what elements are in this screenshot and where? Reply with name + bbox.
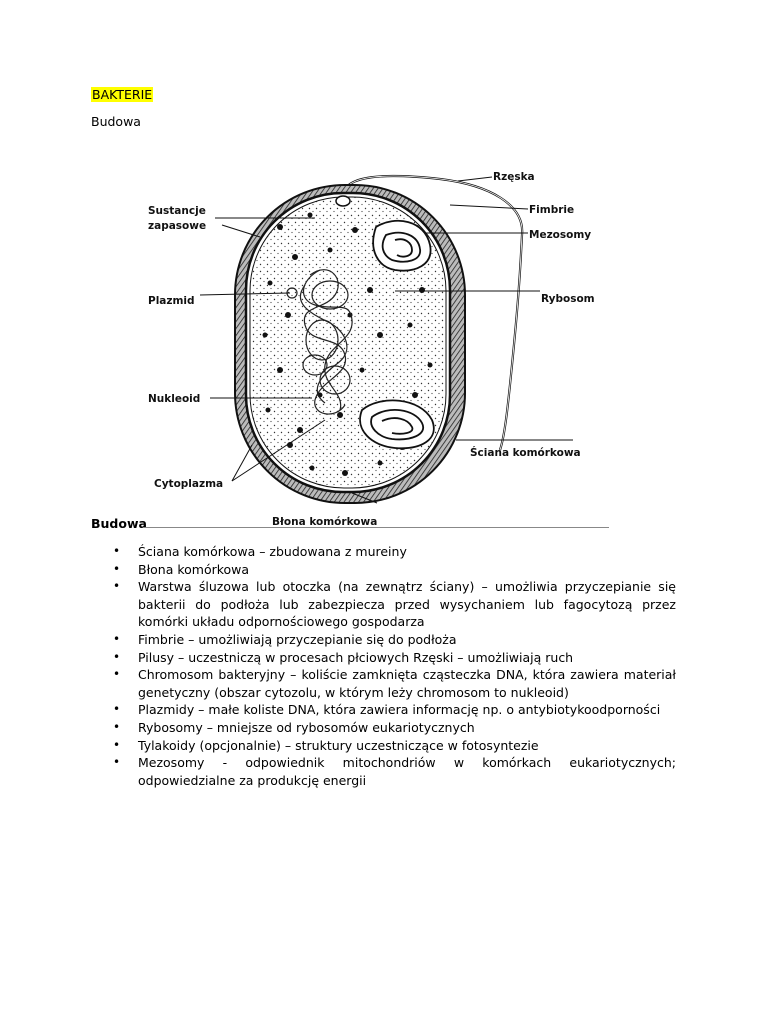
bullet-icon: • xyxy=(113,702,121,717)
page-title: BAKTERIE xyxy=(92,87,153,102)
list-item: • Pilusy – uczestniczą w procesach płciowych Rzęski – umożliwiają ruch xyxy=(113,649,574,665)
bullet-icon: • xyxy=(113,544,121,558)
bacteria-diagram xyxy=(140,165,610,527)
list-item: • Ściana komórkowa – zbudowana z mureiny xyxy=(113,544,407,559)
label-zapasowe: zapasowe xyxy=(148,220,207,232)
bullet-icon: • xyxy=(113,649,121,664)
label-plazmid: Plazmid xyxy=(148,295,195,307)
figure-caption: Budowa xyxy=(91,516,147,531)
structure-list xyxy=(100,543,676,789)
list-item: • Fimbrie – umożliwiają przyczepianie się do podłoża xyxy=(113,631,457,647)
list-item: • Plazmidy – małe koliste DNA, która zawiera informację np. o antybiotykoodporności xyxy=(113,702,661,718)
mesosome-upper xyxy=(373,221,430,271)
label-rybosom: Rybosom xyxy=(541,293,595,305)
list-item: • Warstwa śluzowa lub otoczka (na zewnątrz ściany) – umożliwia przyczepianie się bakterii do podłoża lub zabezpiecza przed wysychaniem lub fagocytozą przez komórki układu odpornościowego gospodarza xyxy=(113,579,676,630)
bullet-icon: • xyxy=(113,631,121,646)
bullet-icon: • xyxy=(113,719,121,734)
list-item: • Tylakoidy (opcjonalnie) – struktury uczestniczące w fotosyntezie xyxy=(113,737,539,753)
label-nukleoid: Nukleoid xyxy=(148,393,201,405)
list-item: • Chromosom bakteryjny – koliście zamknięta cząsteczka DNA, która zawiera materiał genetyczny (obszar cytozolu, w którym leży chromosom to nukleoid) xyxy=(113,667,676,700)
page-subtitle: Budowa xyxy=(91,114,141,129)
label-sciana: Ściana komórkowa xyxy=(470,447,581,459)
bullet-icon: • xyxy=(113,667,121,682)
bullet-icon: • xyxy=(113,737,121,752)
bullet-icon: • xyxy=(113,579,121,594)
list-item: • Rybosomy – mniejsze od rybosomów eukariotycznych xyxy=(113,719,475,735)
list-item: • Mezosomy - odpowiednik mitochondriów w komórkach eukariotycznych; odpowiedzialne za produkcję energii xyxy=(113,755,676,788)
label-cytoplazma: Cytoplazma xyxy=(154,478,224,490)
label-fimbrie: Fimbrie xyxy=(529,204,575,216)
caption-rule xyxy=(143,527,609,528)
label-mezosomy: Mezosomy xyxy=(529,229,592,241)
label-rzeska: Rzęska xyxy=(493,171,535,183)
bullet-icon: • xyxy=(113,755,121,770)
label-blona: Błona komórkowa xyxy=(272,516,378,527)
bullet-icon: • xyxy=(113,561,121,576)
list-item: • Błona komórkowa xyxy=(113,561,250,577)
label-sustancje: Sustancje xyxy=(148,205,206,217)
